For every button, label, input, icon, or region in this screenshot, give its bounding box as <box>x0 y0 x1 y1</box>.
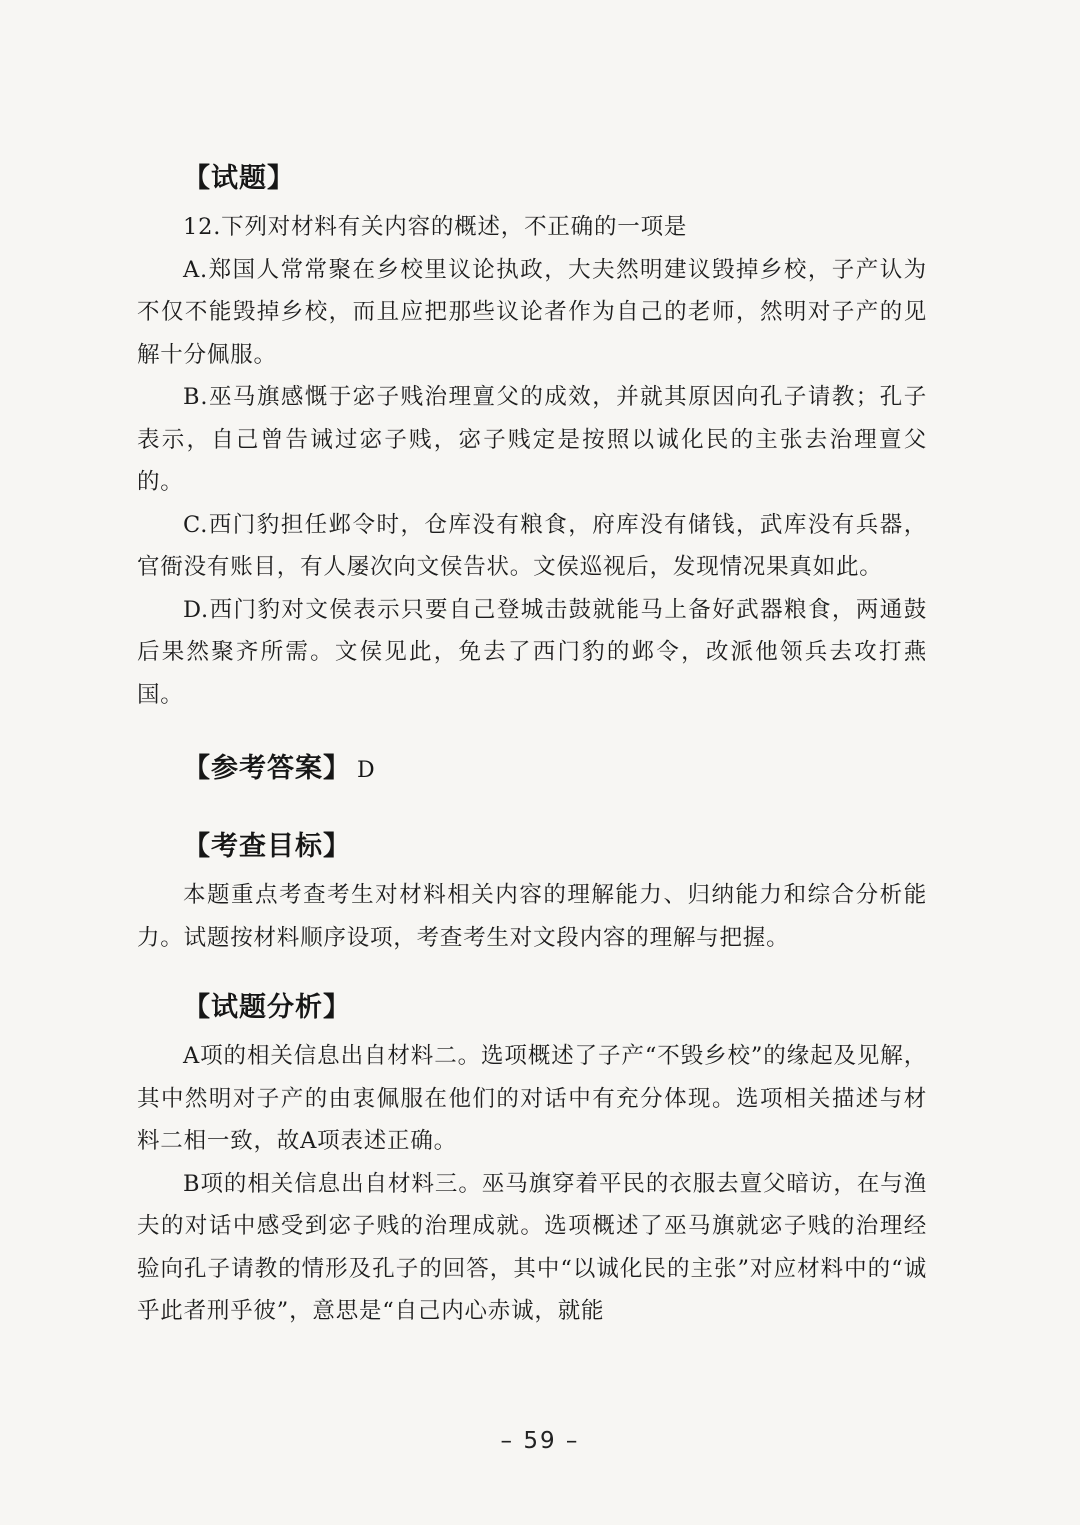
spacer <box>137 959 927 981</box>
page-number: – 59 – <box>500 1428 580 1454</box>
answer-value: D <box>357 758 376 783</box>
spacer <box>137 716 927 742</box>
analysis-heading: 【试题分析】 <box>183 992 351 1023</box>
objective-text: 本题重点考查考生对材料相关内容的理解能力、归纳能力和综合分析能力。试题按材料顺序设项，考查考生对文段内容的理解与把握。 <box>137 882 927 951</box>
option-b: B.巫马旗感慨于宓子贱治理亶父的成效，并就其原因向孔子请教；孔子表示，自己曾告诫过宓子贱，宓子贱定是按照以诚化民的主张去治理亶父的。 <box>137 384 927 495</box>
objective-heading: 【考查目标】 <box>183 831 351 862</box>
answer-heading: 【参考答案】 <box>183 753 351 784</box>
question-heading: 【试题】 <box>183 163 295 194</box>
analysis-paragraph-b: B项的相关信息出自材料三。巫马旗穿着平民的衣服去亶父暗访，在与渔夫的对话中感受到宓子贱的治理成就。选项概述了巫马旗就宓子贱的治理经验向孔子请教的情形及孔子的回答，其中“以诚化民的主张”对应材料中的“诚乎此者刑乎彼”，意思是“自己内心赤诚，就能 <box>137 1170 927 1324</box>
option-a: A.郑国人常常聚在乡校里议论执政，大夫然明建议毁掉乡校，子产认为不仅不能毁掉乡校，而且应把那些议论者作为自己的老师，然明对子产的见解十分佩服。 <box>137 256 927 368</box>
answer-heading-row <box>183 742 927 798</box>
option-d: D.西门豹对文侯表示只要自己登城击鼓就能马上备好武器粮食，两通鼓后果然聚齐所需。文侯见此，免去了西门豹的邺令，改派他领兵去攻打燕国。 <box>137 596 927 708</box>
analysis-paragraph-a: A项的相关信息出自材料二。选项概述了子产“不毁乡校”的缘起及见解，其中然明对子产的由衷佩服在他们的对话中有充分体现。选项相关描述与材料二相一致，故A项表述正确。 <box>137 1043 927 1154</box>
option-c: C.西门豹担任邺令时，仓库没有粮食，府库没有储钱，武库没有兵器，官衙没有账目，有人屡次向文侯告状。文侯巡视后，发现情况果真如此。 <box>137 511 927 580</box>
spacer <box>137 798 927 820</box>
page-content <box>137 152 927 1333</box>
question-stem: 12.下列对材料有关内容的概述，不正确的一项是 <box>183 214 688 240</box>
